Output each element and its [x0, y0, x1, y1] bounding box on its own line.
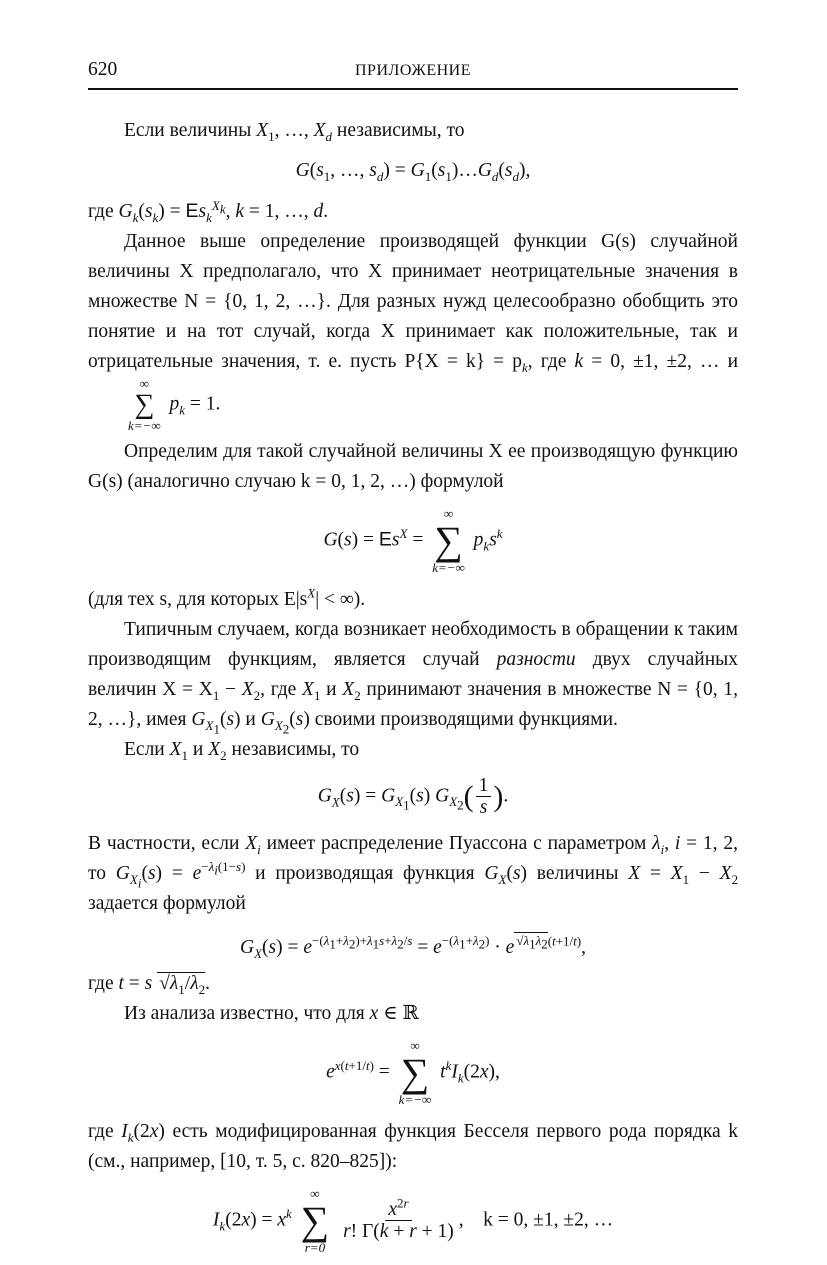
paragraph-definition: Данное выше определение производящей функции G(s) случайной величины X предполагало, что X принимает неотрицательные значения в множестве N = {0, 1, 2, …}. Для разных нужд целесообразно обобщить это понятие и на тот случай, когда X принимает как положительные, так и отрицательные значения, т. е. пусть $P\{X = k\} = p_k$, где k = 0, ±1, ±2, … и ∞ ∑ k=−∞ $p_k = 1$.	[88, 231, 738, 433]
sum-symbol: ∞ ∑ k=−∞	[128, 376, 161, 433]
paragraph-analysis: Из анализа известно, что для x ∈ ℝ	[124, 1002, 419, 1024]
fraction: $\frac{x^{2r}}{r! \Gamma(k + r + 1)}$	[343, 1195, 454, 1243]
equation-poisson-gf: $G_X(s) = e^{-(\lambda_1+\lambda_2)+\lambda_1s+\lambda_2/s} = e^{-(\lambda_1+\lambda_2)} \cdot e$ $^{√\lambda_1\lambda_2(t+1/t)}$,	[239, 933, 587, 961]
paragraph-1: Если величины $X_1$, …, $X_d$ независимы, то	[124, 120, 465, 144]
equation-gf-definition: $G(s) = Es^X$ = ∞ ∑ k=−∞ $p_ks^k$	[323, 506, 503, 575]
running-head: ПРИЛОЖЕНИЕ	[354, 62, 471, 79]
paragraph-condition: (для тех s, для которых $E|s^X|$ < ∞).	[88, 585, 366, 610]
paragraph-difference: Типичным случаем, когда возникает необходимость в обращении к таким производящим функциям, является случай разности двух случайных величин $X = X_1 - X_2$, где $X_1$ и $X_2$ принимают значения в множестве N = {0, 1, 2, …}, имея $G_{X_1}(s)$ и $G_{X_2}(s)$ своими производящими функциями.	[88, 619, 738, 737]
equation-difference-gf: $G_X(s) = G_{X_1}(s)$ $G_{X_2}$( $\frac{1}{s}$ ).	[317, 775, 509, 819]
equation-joint-gf: $G(s_1$, …, $s_d$) = $G_1(s_1)\dots G_d(s_d)$,	[295, 160, 531, 184]
page	[88, 55, 738, 1265]
body-text	[88, 116, 738, 1255]
page-header	[88, 55, 738, 90]
paragraph-independent: Если $X_1$ и $X_2$ независимы, то	[124, 739, 360, 763]
paragraph-define-gf: Определим для такой случайной величины X ее производящую функцию G(s) (аналогично случаю k = 0, 1, 2, …) формулой	[88, 441, 738, 492]
page-number: 620	[88, 59, 118, 80]
paragraph-where-t: где t = s $√\lambda_1/\lambda_2$.	[88, 972, 211, 997]
paragraph-bessel: где $I_k(2x)$ есть модифицированная функция Бесселя первого рода порядка k (см., например, [10, т. 5, с. 820–825]):	[88, 1120, 738, 1172]
paragraph-poisson: В частности, если $X_i$ имеет распределение Пуассона с параметром $\lambda_i$, i = 1, 2, то $G_{X_i}(s) = e^{-\lambda_i(1-s)}$ и производящая функция $G_X(s)$ величины $X = X_1 - X_2$ задается формулой	[88, 832, 739, 914]
sum-symbol: ∞ ∑ r=0	[300, 1185, 330, 1255]
sum-symbol: ∞ ∑ k=−∞	[432, 506, 465, 575]
equation-bessel-expansion: $e^{x(t+1/t)}$ = ∞ ∑ k=−∞ $t^kI_k(2x)$,	[326, 1037, 500, 1107]
paragraph-where-gk: где $G_k(s_k) = Es_k^{X_k}$, k = 1, …, d.	[88, 197, 329, 225]
equation-bessel-series: $I_k(2x) = x^k$ ∞ ∑ r=0 $\frac{x^{2r}}{r! \Gamma(k + r + 1)}$ , k = 0, ±1, ±2, …	[212, 1185, 614, 1255]
sum-symbol: ∞ ∑ k=−∞	[398, 1037, 432, 1107]
